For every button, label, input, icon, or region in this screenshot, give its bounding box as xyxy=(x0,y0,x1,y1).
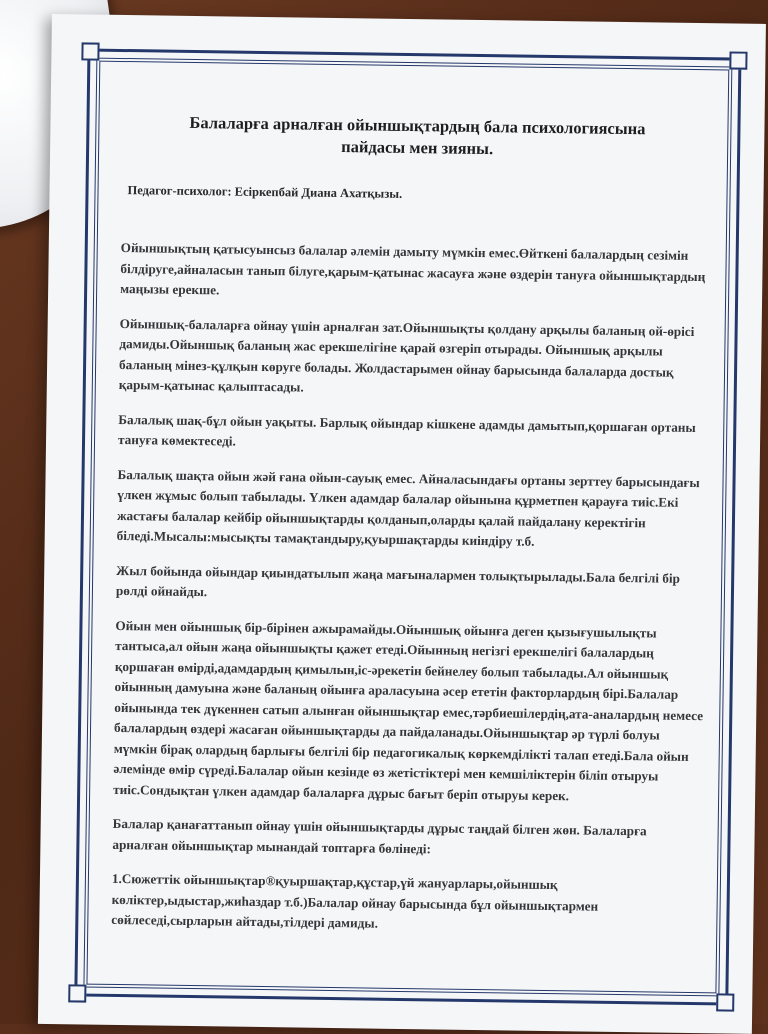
paragraph: Жыл бойында ойындар қиындатылып жаңа мағыналармен толықтырылады.Бала белгілі бір рөлді ойнайды. xyxy=(115,562,681,600)
title-line-1: Балаларға арналған ойыншықтардың бала психологиясына xyxy=(189,112,646,139)
paragraph: Ойын мен ойыншық бір-бірінен ажырамайды.Ойыншық ойынға деген қызығушылықты тантыса,ал ойын жаңа ойыншықты қажет етеді.Ойынның негізгі ерекшелігі балалардың қоршаған өмірді,адамдардың қимылын,іс-әрекетін бейнелеу болып табылады.Ал ойыншық ойынның дамуына және баланың ойынға араласуына әсер ететін факторлардың бірі.Балалар ойынында тек дүкеннен сатып алынған ойыншықтар емес,тәрбиешілердің,ата-аналардың немесе балалардың өздері жасаған ойыншықтарды да пайдаланады.Ойыншықтар әр түрлі болуы мүмкін бірақ олардың барлығы белгілі бір педагогикалық көркемділікті талап етеді.Бала ойын әлемінде өмір сүреді.Балалар ойын кезінде өз жетістіктері мен кемшіліктерін біліп отыруы тиіс.Сондықтан үлкен адамдар балаларға дұрыс бағыт беріп отыруы керек. xyxy=(113,617,704,803)
document-content xyxy=(111,111,713,953)
document-sheet xyxy=(38,14,766,1034)
title-line-2: пайдасы мен зияны. xyxy=(341,137,494,159)
paragraph: Ойыншықтың қатысуынсыз балалар әлемін дамыту мүмкін емес.Өйткені балалардың сезімін білдіруге,айналасын танып білуге,қарым-қатынас жасауға және өздерін тануға ойыншықтардың маңызы ерекше. xyxy=(120,239,706,298)
corner-ornament xyxy=(729,51,747,69)
corner-ornament xyxy=(68,984,86,1002)
document-title xyxy=(122,111,713,163)
corner-ornament xyxy=(716,993,734,1011)
paragraph: Балалық шақ-бұл ойын уақыты. Барлық ойындар кішкене адамды дамытып,қоршаған ортаны тануға көмектеседі. xyxy=(117,411,696,449)
paragraph: Балалық шақта ойын жәй ғана ойын-сауық емес. Айналасындағы ортаны зерттеу барысындағы үлкен жұмыс болып табылады. Үлкен адамдар балалар ойынына құрметпен қарауға тиіс.Екі жастағы балалар кейбір ойыншықтарды қолданып,оларды қалай пайдалану керектігін біледі.Мысалы:мысықты тамақтандыру,қуыршақтарды киіндіру т.б. xyxy=(116,466,700,549)
paragraph: Балалар қанағаттанып ойнау үшін ойыншықтарды дұрыс таңдай білген жөн. Балаларға арналған ойыншықтар мынандай топтарға бөлінеді: xyxy=(112,815,647,856)
author-line: Педагог-психолог: Есіркепбай Диана Ахатқызы. xyxy=(127,183,403,201)
paragraph: Ойыншық-балаларға ойнау үшін арналған зат.Ойыншықты қолдану арқылы баланың ой-өрісі дамиды.Ойыншық баланың жас ерекшелігіне қарай өзгеріп отырады. Ойыншық арқылы баланың мінез-құлқын көруге болады. Жолдастарымен ойнау барысында балаларда достық қарым-қатынас қалыптасады. xyxy=(118,315,695,395)
paragraph: 1.Сюжеттік ойыншықтар®қуыршақтар,құстар,үй жануарлары,ойыншық көліктер,ыдыстар,жиһаздар т.б.)Балалар ойнау барысында бұл ойыншықтармен сөйлеседі,сырларын айтады,тілдері дамиды. xyxy=(111,870,599,931)
corner-ornament xyxy=(81,42,99,60)
